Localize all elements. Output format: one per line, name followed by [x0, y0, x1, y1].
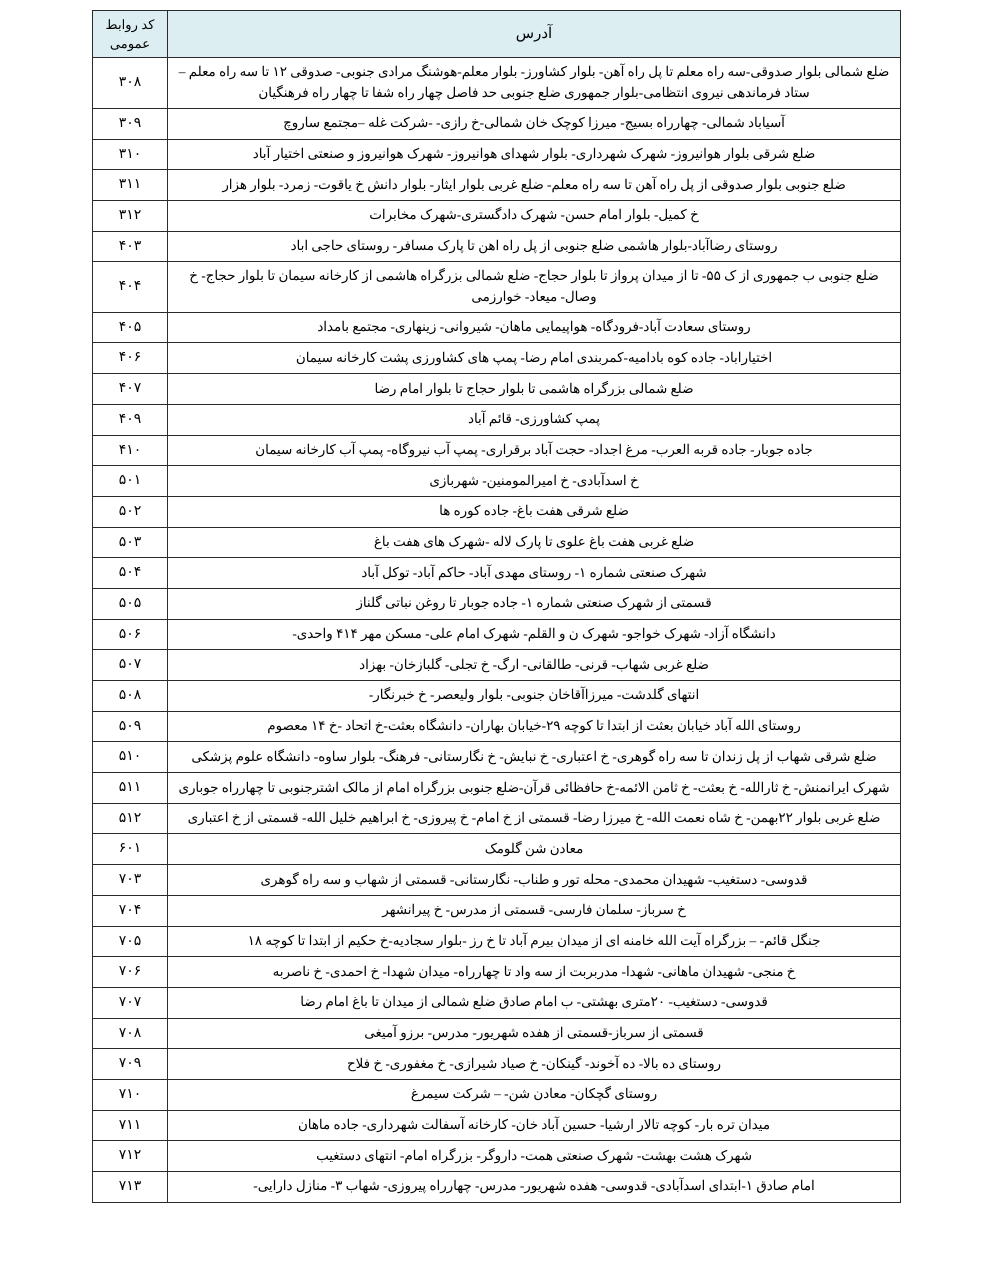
- cell-code: ۳۱۲: [93, 200, 168, 231]
- cell-address: روستای الله آباد خیابان بعثت از ابتدا تا کوچه ۲۹-خیابان بهاران- دانشگاه بعثت-خ اتحاد -خ ۱۴ معصوم: [168, 711, 901, 742]
- cell-code: ۷۰۷: [93, 987, 168, 1018]
- cell-code: ۵۰۶: [93, 619, 168, 650]
- table-row: [93, 1172, 901, 1203]
- table-row: [93, 1110, 901, 1141]
- cell-address: ضلع غربی بلوار ۲۲بهمن- خ شاه نعمت الله- خ میرزا رضا- قسمتی از خ امام- خ پیروزی- خ ابراهیم خلیل الله- قسمتی از خ اعتباری: [168, 803, 901, 834]
- cell-address: شهرک هشت بهشت- شهرک صنعتی همت- داروگر- بزرگراه امام- انتهای دستغیب: [168, 1141, 901, 1172]
- table-row: [93, 1049, 901, 1080]
- cell-code: ۷۱۰: [93, 1079, 168, 1110]
- cell-address: ضلع شمالی بزرگراه هاشمی تا بلوار حجاج تا بلوار امام رضا: [168, 374, 901, 405]
- table-row: [93, 404, 901, 435]
- cell-address: روستای گچکان- معادن شن- – شرکت سیمرغ: [168, 1079, 901, 1110]
- cell-address: شهرک ایرانمنش- خ ثارالله- خ بعثت- خ ثامن الائمه-خ حافظائی قرآن-ضلع جنوبی بزرگراه امام از مالک اشترجنوبی تا چهارراه جوباری: [168, 773, 901, 804]
- table-row: [93, 200, 901, 231]
- cell-code: ۵۰۸: [93, 681, 168, 712]
- cell-code: ۵۱۲: [93, 803, 168, 834]
- cell-address: ضلع شرقی هفت باغ- جاده کوره ها: [168, 496, 901, 527]
- table-row: [93, 435, 901, 466]
- table-row: [93, 231, 901, 262]
- cell-address: ضلع غربی شهاب- قرنی- طالقانی- ارگ- خ تجلی- گلبازخان- بهزاد: [168, 650, 901, 681]
- table-row: [93, 1018, 901, 1049]
- cell-code: ۷۱۲: [93, 1141, 168, 1172]
- cell-address: دانشگاه آزاد- شهرک خواجو- شهرک ن و القلم- شهرک امام علی- مسکن مهر ۴۱۴ واحدی-: [168, 619, 901, 650]
- cell-address: قدوسی- دستغیب- شهیدان محمدی- محله تور و طناب- نگارستانی- قسمتی از شهاب و سه راه گوهری: [168, 865, 901, 896]
- cell-address: قسمتی از شهرک صنعتی شماره ۱- جاده جوبار تا روغن نباتی گلناز: [168, 588, 901, 619]
- table-row: [93, 987, 901, 1018]
- table-body: [93, 58, 901, 1202]
- table-row: [93, 773, 901, 804]
- table-header: [93, 11, 901, 58]
- table-row: [93, 170, 901, 201]
- table-row: [93, 466, 901, 497]
- cell-code: ۵۰۱: [93, 466, 168, 497]
- cell-code: ۵۰۳: [93, 527, 168, 558]
- cell-code: ۵۱۰: [93, 742, 168, 773]
- table-row: [93, 650, 901, 681]
- cell-code: ۷۰۹: [93, 1049, 168, 1080]
- cell-code: ۴۰۳: [93, 231, 168, 262]
- cell-code: ۴۰۹: [93, 404, 168, 435]
- cell-code: ۷۱۱: [93, 1110, 168, 1141]
- cell-code: ۷۱۳: [93, 1172, 168, 1203]
- cell-address: شهرک صنعتی شماره ۱- روستای مهدی آباد- حاکم آباد- توکل آباد: [168, 558, 901, 589]
- cell-code: ۷۰۵: [93, 926, 168, 957]
- table-row: [93, 108, 901, 139]
- cell-address: قسمتی از سرباز-قسمتی از هفده شهریور- مدرس- برزو آمیغی: [168, 1018, 901, 1049]
- cell-code: ۳۱۰: [93, 139, 168, 170]
- cell-address: ضلع شرقی بلوار هوانیروز- شهرک شهرداری- بلوار شهدای هوانیروز- شهرک هوانیروز و صنعتی اختیار آباد: [168, 139, 901, 170]
- cell-address: معادن شن گلومک: [168, 834, 901, 865]
- table-row: [93, 262, 901, 313]
- table-row: [93, 957, 901, 988]
- table-row: [93, 619, 901, 650]
- cell-address: امام صادق ۱-ابتدای اسدآبادی- قدوسی- هفده شهریور- مدرس- چهارراه پیروزی- شهاب ۳- منازل دارایی-: [168, 1172, 901, 1203]
- cell-address: روستای رضاآباد-بلوار هاشمی ضلع جنوبی از پل راه اهن تا پارک مسافر- روستای حاجی اباد: [168, 231, 901, 262]
- table-row: [93, 588, 901, 619]
- cell-address: ضلع شمالی بلوار صدوقی-سه راه معلم تا پل راه آهن- بلوار کشاورز- بلوار معلم-هوشنگ مرادی جنوبی- صدوقی ۱۲ تا سه راه معلم – ستاد فرماندهی نیروی انتظامی-بلوار جمهوری ضلع جنوبی حد فاصل چهار راه شفا تا چهار راه فرهنگیان: [168, 58, 901, 109]
- table-row: [93, 711, 901, 742]
- table-row: [93, 496, 901, 527]
- table-row: [93, 834, 901, 865]
- table-row: [93, 865, 901, 896]
- table-row: [93, 742, 901, 773]
- cell-address: خ سرباز- سلمان فارسی- قسمتی از مدرس- خ پیرانشهر: [168, 895, 901, 926]
- cell-code: ۴۰۶: [93, 343, 168, 374]
- table-row: [93, 558, 901, 589]
- table-row: [93, 343, 901, 374]
- cell-address: ضلع شرقی شهاب از پل زندان تا سه راه گوهری- خ اعتباری- خ نبایش- خ نگارستانی- فرهنگ- بلوار ساوه- دانشگاه علوم پزشکی: [168, 742, 901, 773]
- cell-code: ۵۰۷: [93, 650, 168, 681]
- table-row: [93, 312, 901, 343]
- cell-address: آسیاباد شمالی- چهارراه بسیج- میرزا کوچک خان شمالی-خ رازی- -شرکت غله –مجتمع ساروچ: [168, 108, 901, 139]
- cell-code: ۷۰۸: [93, 1018, 168, 1049]
- table-row: [93, 803, 901, 834]
- table-row: [93, 58, 901, 109]
- cell-address: قدوسی- دستغیب- ۲۰متری بهشتی- ب امام صادق ضلع شمالی از میدان تا باغ امام رضا: [168, 987, 901, 1018]
- cell-address: ضلع غربی هفت باغ علوی تا پارک لاله -شهرک های هفت باغ: [168, 527, 901, 558]
- cell-code: ۵۱۱: [93, 773, 168, 804]
- address-table: [92, 10, 901, 1203]
- cell-code: ۴۱۰: [93, 435, 168, 466]
- cell-code: ۴۰۴: [93, 262, 168, 313]
- table-row: [93, 1079, 901, 1110]
- cell-address: اختیاراباد- جاده کوه بادامیه-کمربندی امام رضا- پمپ های کشاورزی پشت کارخانه سیمان: [168, 343, 901, 374]
- cell-address: انتهای گلدشت- میرزاآقاخان جنوبی- بلوار ولیعصر- خ خبرنگار-: [168, 681, 901, 712]
- cell-address: میدان تره بار- کوچه تالار ارشیا- حسین آباد خان- کارخانه آسفالت شهرداری- جاده ماهان: [168, 1110, 901, 1141]
- cell-address: پمپ کشاورزی- قائم آباد: [168, 404, 901, 435]
- cell-code: ۵۰۹: [93, 711, 168, 742]
- cell-code: ۷۰۳: [93, 865, 168, 896]
- cell-address: خ کمیل- بلوار امام حسن- شهرک دادگستری-شهرک مخابرات: [168, 200, 901, 231]
- cell-address: جاده جوبار- جاده قربه العرب- مرغ اجداد- حجت آباد برقراری- پمپ آب نیروگاه- پمپ آب کارخانه سیمان: [168, 435, 901, 466]
- cell-code: ۴۰۵: [93, 312, 168, 343]
- table-header-row: [93, 11, 901, 58]
- cell-code: ۶۰۱: [93, 834, 168, 865]
- cell-code: ۵۰۲: [93, 496, 168, 527]
- cell-address: روستای سعادت آباد-فرودگاه- هواپیمایی ماهان- شیروانی- زینهاری- مجتمع بامداد: [168, 312, 901, 343]
- cell-address: جنگل قائم- – بزرگراه آیت الله خامنه ای از میدان بیرم آباد تا خ رز -بلوار سجادیه-خ حکیم از ابتدا تا کوچه ۱۸: [168, 926, 901, 957]
- table-row: [93, 374, 901, 405]
- cell-code: ۵۰۵: [93, 588, 168, 619]
- table-row: [93, 681, 901, 712]
- table-row: [93, 527, 901, 558]
- column-header-code: کد روابط عمومی: [93, 11, 168, 58]
- cell-code: ۳۰۸: [93, 58, 168, 109]
- cell-code: ۳۱۱: [93, 170, 168, 201]
- cell-code: ۷۰۶: [93, 957, 168, 988]
- cell-address: خ اسدآبادی- خ امیرالمومنین- شهربازی: [168, 466, 901, 497]
- cell-code: ۳۰۹: [93, 108, 168, 139]
- column-header-address: آدرس: [168, 11, 901, 58]
- cell-address: ضلع جنوبی بلوار صدوقی از پل راه آهن تا سه راه معلم- ضلع غربی بلوار ایثار- بلوار دانش خ یاقوت- زمرد- بلوار هزار: [168, 170, 901, 201]
- table-row: [93, 1141, 901, 1172]
- table-row: [93, 139, 901, 170]
- table-row: [93, 926, 901, 957]
- cell-address: روستای ده بالا- ده آخوند- گینکان- خ صیاد شیرازی- خ مغفوری- خ فلاح: [168, 1049, 901, 1080]
- cell-address: ضلع جنوبی ب جمهوری از ک ۵۵- تا از میدان پرواز تا بلوار حجاج- ضلع شمالی بزرگراه هاشمی از کارخانه سیمان تا بلوار حجاج- خ وصال- میعاد- خوارزمی: [168, 262, 901, 313]
- table-row: [93, 895, 901, 926]
- cell-code: ۴۰۷: [93, 374, 168, 405]
- cell-code: ۵۰۴: [93, 558, 168, 589]
- cell-address: خ منجی- شهیدان ماهانی- شهدا- مدربربت از سه واد تا چهارراه- میدان شهدا- خ احمدی- خ ناصربه: [168, 957, 901, 988]
- cell-code: ۷۰۴: [93, 895, 168, 926]
